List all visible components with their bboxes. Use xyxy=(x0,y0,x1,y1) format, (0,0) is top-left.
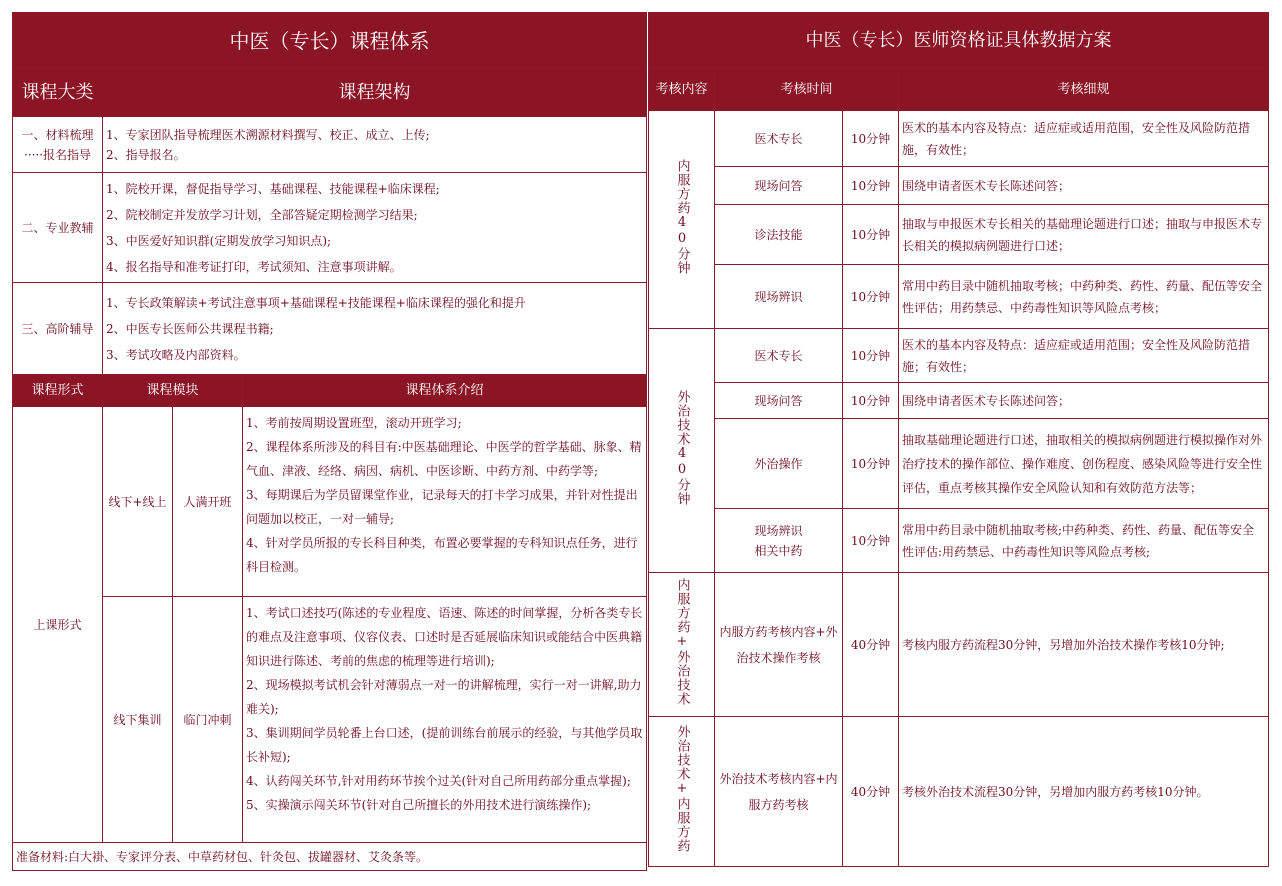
exam-row xyxy=(649,329,1269,383)
exam-time: 10分钟 xyxy=(843,167,899,205)
exam-item-extra: 相关中药 xyxy=(754,543,803,558)
block2-item: 1、考试口述技巧(陈述的专业程度、语速、陈述的时间掌握，分析各类专长的难点及注意事项、仪容仪表、口述时是否延展临床知识或能结合中医典籍知识进行陈述、考前的焦虑的梳理等进行培训); xyxy=(246,606,643,668)
group-label-oral: 内服方药40分钟 xyxy=(674,158,690,275)
block2-item: 2、现场模拟考试机会针对薄弱点一对一的讲解梳理，实行一对一讲解,助力难关); xyxy=(246,678,642,716)
row-professional-name: 二、专业教辅 xyxy=(13,173,103,283)
exam-row xyxy=(649,419,1269,509)
exam-time: 10分钟 xyxy=(843,111,899,167)
combo2-detail: 考核外治技术流程30分钟，另增加内服方药考核10分钟。 xyxy=(899,717,1269,867)
row-professional-line: 4、报名指导和准考证打印，考试须知、注意事项讲解。 xyxy=(106,259,402,274)
exam-detail: 抽取与申报医术专长相关的基础理论题进行口述；抽取与申报医术专长相关的模拟病例题进行口述； xyxy=(899,205,1269,265)
row-professional-line: 2、院校制定并发放学习计划，全部答疑定期检测学习结果; xyxy=(106,207,418,222)
exam-item: 外治操作 xyxy=(715,419,843,509)
exam-detail: 抽取基础理论题进行口述，抽取相关的模拟病例题进行模拟操作对外治疗技术的操作部位、操作难度、创伤程度、感染风险等进行安全性评估，重点考核其操作安全风险认知和有效防范方法等； xyxy=(899,419,1269,509)
block1-item: 2、课程体系所涉及的科目有:中医基础理论、中医学的哲学基础、脉象、精气血、津液、经络、病因、病机、中医诊断、中药方剂、中药学等; xyxy=(246,440,642,478)
block1-class: 人满开班 xyxy=(173,407,243,597)
exam-item: 现场问答 xyxy=(715,167,843,205)
exam-combo-row xyxy=(649,573,1269,717)
course-system-title: 中医（专长）课程体系 xyxy=(13,13,647,69)
block1-mode: 线下+线上 xyxy=(103,407,173,597)
combo1-item: 内服方药考核内容+外治技术操作考核 xyxy=(715,573,843,717)
exam-row xyxy=(649,167,1269,205)
combo1-label: 内服方药+外治技术 xyxy=(674,577,690,706)
exam-time: 10分钟 xyxy=(843,419,899,509)
exam-item: 现场辨识 xyxy=(715,265,843,329)
exam-combo-row xyxy=(649,717,1269,867)
exam-item: 诊法技能 xyxy=(715,205,843,265)
group-label-external: 外治技术40分钟 xyxy=(674,389,690,506)
exam-item: 现场问答 xyxy=(715,383,843,419)
exam-row xyxy=(649,111,1269,167)
row-advanced-line: 1、专长政策解读+考试注意事项+基础课程+技能课程+临床课程的强化和提升 xyxy=(106,295,526,310)
row-advanced-name: 三、高阶辅导 xyxy=(13,283,103,375)
row-material-line: 1、专家团队指导梳理医术溯源材料撰写、校正、成立、上传; xyxy=(106,127,430,142)
header-course-intro: 课程体系介绍 xyxy=(243,375,647,407)
header-exam-time: 考核时间 xyxy=(715,69,899,111)
header-exam-detail: 考核细规 xyxy=(899,69,1269,111)
exam-item: 医术专长 xyxy=(715,111,843,167)
row-professional xyxy=(13,173,647,283)
block1-item: 3、每期课后为学员留课堂作业，记录每天的打卡学习成果，并针对性提出问题加以校正，一对一辅导; xyxy=(246,488,638,526)
block2-item: 3、集训期间学员轮番上台口述，(提前训练台前展示的经验，与其他学员取长补短); xyxy=(246,726,643,764)
row-material-name2: ·····报名指导 xyxy=(23,147,92,162)
exam-detail: 围绕申请者医术专长陈述问答； xyxy=(899,167,1269,205)
row-block-online xyxy=(13,407,647,597)
block2-item: 5、实操演示闯关环节(针对自己所擅长的外用技术进行演练操作); xyxy=(246,798,592,812)
row-advanced xyxy=(13,283,647,375)
exam-row xyxy=(649,383,1269,419)
block2-class: 临门冲刺 xyxy=(173,597,243,843)
header-framework: 课程架构 xyxy=(103,69,647,117)
exam-detail: 常用中药目录中随机抽取考核;中药种类、药性、药量、配伍等安全性评估:用药禁忌、中药毒性知识等风险点考核; xyxy=(899,509,1269,573)
header-course-module: 课程模块 xyxy=(103,375,243,407)
combo1-detail: 考核内服方药流程30分钟，另增加外治技术操作考核10分钟; xyxy=(899,573,1269,717)
combo2-label: 外治技术+内服方药 xyxy=(674,724,690,853)
row-material-line: 2、指导报名。 xyxy=(106,147,186,162)
course-form-value: 上课形式 xyxy=(13,407,103,843)
exam-item: 医术专长 xyxy=(715,329,843,383)
exam-detail: 医术的基本内容及特点：适应症或适用范围；安全性及风险防范措施；有效性； xyxy=(899,329,1269,383)
exam-detail: 常用中药目录中随机抽取考核；中药种类、药性、药量、配伍等安全性评估；用药禁忌、中药毒性知识等风险点考核； xyxy=(899,265,1269,329)
header-course-form: 课程形式 xyxy=(13,375,103,407)
exam-row xyxy=(649,509,1269,573)
exam-time: 10分钟 xyxy=(843,329,899,383)
course-system-table xyxy=(12,12,647,871)
exam-row xyxy=(649,205,1269,265)
exam-plan-table xyxy=(648,12,1269,867)
header-category: 课程大类 xyxy=(13,69,103,117)
row-block-offline xyxy=(13,597,647,843)
combo1-time: 40分钟 xyxy=(843,573,899,717)
row-advanced-line: 2、中医专长医师公共课程书籍; xyxy=(106,321,274,336)
exam-row xyxy=(649,265,1269,329)
row-professional-line: 1、院校开课，督促指导学习、基础课程、技能课程+临床课程; xyxy=(106,181,440,196)
row-professional-line: 3、中医爱好知识群(定期发放学习知识点); xyxy=(106,233,332,248)
exam-time: 10分钟 xyxy=(843,265,899,329)
exam-time: 10分钟 xyxy=(843,205,899,265)
block2-mode: 线下集训 xyxy=(103,597,173,843)
block2-item: 4、认药闯关环节,针对用药环节挨个过关(针对自己所用药部分重点掌握); xyxy=(246,774,631,788)
block1-item: 4、针对学员所报的专长科目种类，布置必要掌握的专科知识点任务，进行科目检测。 xyxy=(246,536,638,574)
exam-plan-title: 中医（专长）医师资格证具体教据方案 xyxy=(649,13,1269,69)
exam-item: 现场辨识 xyxy=(754,523,803,538)
materials-footer: 准备材料:白大褂、专家评分表、中草药材包、针灸包、拔罐器材、艾灸条等。 xyxy=(13,843,647,871)
row-material xyxy=(13,117,647,173)
exam-detail: 围绕申请者医术专长陈述问答； xyxy=(899,383,1269,419)
row-advanced-line: 3、考试攻略及内部资料。 xyxy=(106,347,246,362)
exam-time: 10分钟 xyxy=(843,509,899,573)
combo2-item: 外治技术考核内容+内服方药考核 xyxy=(715,717,843,867)
combo2-time: 40分钟 xyxy=(843,717,899,867)
header-exam-content: 考核内容 xyxy=(649,69,715,111)
row-material-name: 一、材料梳理 xyxy=(21,127,94,142)
exam-time: 10分钟 xyxy=(843,383,899,419)
block1-item: 1、考前按周期设置班型，滚动开班学习; xyxy=(246,416,462,430)
exam-detail: 医术的基本内容及特点：适应症或适用范围，安全性及风险防范措施，有效性； xyxy=(899,111,1269,167)
